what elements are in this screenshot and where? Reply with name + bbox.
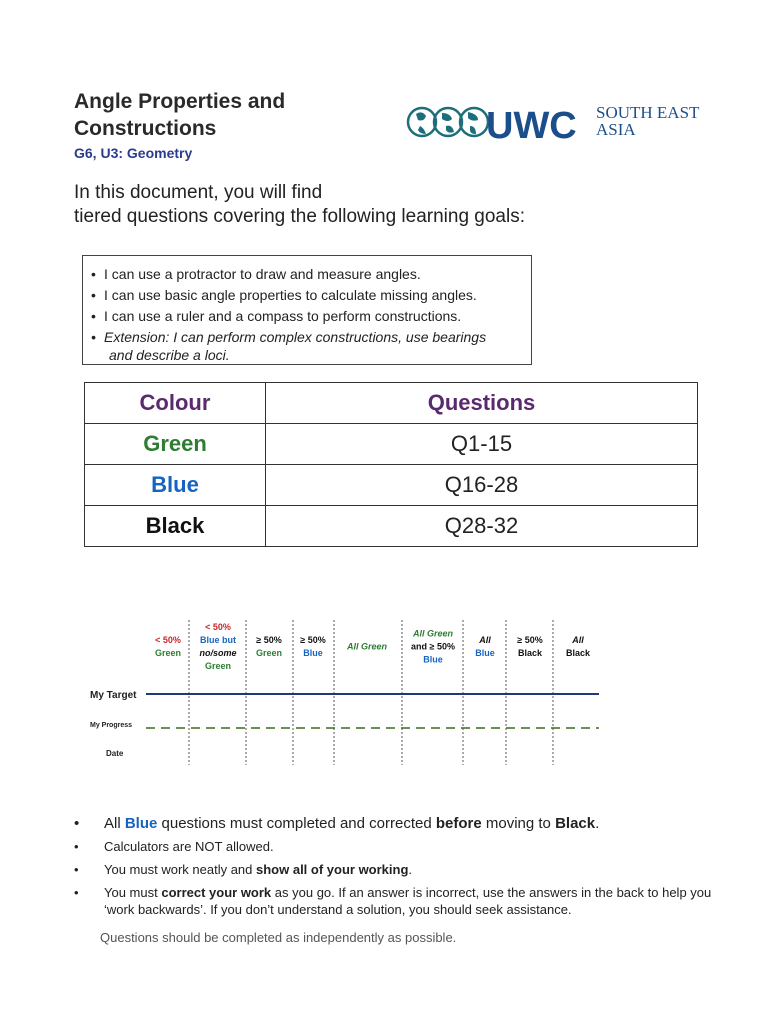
questions-cell: Q16-28 xyxy=(266,465,698,506)
rule-text: . xyxy=(595,815,600,832)
rule-bold-word: before xyxy=(435,815,482,832)
document-subtitle: G6, U3: Geometry xyxy=(74,145,193,161)
colour-questions-table xyxy=(84,382,698,547)
tracker-column-label: Blue xyxy=(303,648,323,658)
tracker-column-label: Blue xyxy=(475,648,495,658)
rule-text: as you go. If an answer is incorrect, use the answers in the back to help you ‘work backwards’. If you don’t understand a solution, you should seek assistance. xyxy=(104,885,712,917)
bullet-icon: • xyxy=(91,287,96,303)
intro-text xyxy=(74,181,525,229)
bullet-icon: • xyxy=(91,329,96,345)
row-label-progress: My Progress xyxy=(90,722,133,729)
title-line-1: Angle Properties and xyxy=(74,90,286,113)
bullet-icon: • xyxy=(91,266,96,282)
goal-text: I can use a protractor to draw and measure angles. xyxy=(104,266,421,282)
rule-item xyxy=(74,861,714,878)
bullet-icon: • xyxy=(74,815,80,832)
table-row xyxy=(85,424,698,465)
tracker-column-label: Black xyxy=(517,648,543,658)
tracker-column-label: ≥ 50% xyxy=(517,635,543,645)
logo-subtext-2: ASIA xyxy=(596,120,636,139)
table-header-row xyxy=(85,383,698,424)
intro-line-1: In this document, you will find xyxy=(74,182,323,203)
table-row xyxy=(85,465,698,506)
tracker-column-label: ≥ 50% xyxy=(256,635,282,645)
rule-text: . xyxy=(408,862,413,877)
header-questions: Questions xyxy=(266,383,698,424)
tracker-column-label: no/some xyxy=(199,648,237,658)
bullet-icon: • xyxy=(74,862,79,877)
tracker-column-label: Green xyxy=(255,648,283,658)
tracker-column-label: Green xyxy=(204,661,232,671)
header-colour: Colour xyxy=(85,383,266,424)
tracker-column-label: Blue but xyxy=(200,635,236,645)
rule-blue-word: Blue xyxy=(124,815,158,832)
table-row xyxy=(85,506,698,547)
rule-text: questions must completed and corrected xyxy=(157,815,436,832)
rule-text: All xyxy=(104,815,125,832)
goal-item xyxy=(91,264,523,285)
goal-item xyxy=(91,285,523,306)
learning-goals-box xyxy=(82,255,532,365)
colour-cell: Green xyxy=(85,424,266,465)
intro-line-2: tiered questions covering the following learning goals: xyxy=(74,206,525,227)
tracker-column-label: Black xyxy=(565,648,591,658)
tracker-column-label: Green xyxy=(154,648,182,658)
progress-tracker xyxy=(86,615,606,775)
goal-text: I can use a ruler and a compass to perform constructions. xyxy=(104,308,462,324)
tracker-column-label: < 50% xyxy=(205,622,231,632)
tracker-column-label: ≥ 50% xyxy=(300,635,326,645)
tracker-column-label: < 50% xyxy=(155,635,181,645)
rule-black-word: Black xyxy=(555,815,596,832)
goal-text-continued: and describe a loci. xyxy=(109,347,230,363)
questions-cell: Q1-15 xyxy=(266,424,698,465)
tracker-column-label: All Green xyxy=(412,628,454,639)
uwc-logo xyxy=(406,100,706,147)
bullet-icon: • xyxy=(74,839,79,854)
rule-bold-phrase: correct your work xyxy=(161,885,272,900)
tracker-column-label: All xyxy=(572,635,584,645)
title-line-2: Constructions xyxy=(74,117,217,140)
goal-text: Extension: I can perform complex constructions, use bearings xyxy=(104,329,487,345)
rule-item xyxy=(74,838,714,855)
tracker-column-label: and ≥ 50% xyxy=(411,641,455,652)
goal-item xyxy=(91,306,523,327)
rule-text: You must work neatly and xyxy=(104,862,256,877)
questions-cell: Q28-32 xyxy=(266,506,698,547)
rule-item xyxy=(74,884,714,918)
colour-cell: Blue xyxy=(85,465,266,506)
rule-text: Calculators are NOT allowed. xyxy=(104,839,274,854)
goal-text: I can use basic angle properties to calculate missing angles. xyxy=(104,287,477,303)
rule-item-cut-off: Questions should be completed as independently as possible. xyxy=(100,930,457,945)
tracker-column-label: Blue xyxy=(423,654,443,665)
rule-text: You must xyxy=(104,885,162,900)
logo-subtext-1: SOUTH EAST xyxy=(596,103,700,122)
bullet-icon: • xyxy=(74,885,79,900)
colour-cell: Black xyxy=(85,506,266,547)
tracker-column-label: All xyxy=(479,635,491,645)
rule-text: moving to xyxy=(481,815,556,832)
rule-bold-phrase: show all of your working xyxy=(256,862,409,877)
rule-item xyxy=(74,815,714,832)
logo-wordmark: UWC xyxy=(486,105,577,147)
document-title xyxy=(74,88,374,142)
row-label-date: Date xyxy=(106,749,124,758)
row-label-target: My Target xyxy=(90,690,137,701)
rules-list xyxy=(74,815,714,924)
tracker-column-label: All Green xyxy=(346,641,388,652)
bullet-icon: • xyxy=(91,308,96,324)
